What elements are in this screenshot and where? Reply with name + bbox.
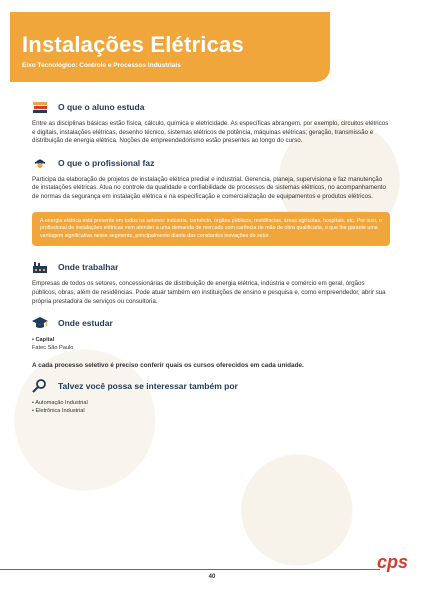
section-estuda-header bbox=[32, 100, 390, 114]
related-course-item: • Automação Industrial bbox=[32, 400, 88, 407]
section-interessar-header bbox=[32, 379, 390, 393]
footer-divider bbox=[0, 569, 380, 570]
graduation-cap-icon bbox=[32, 316, 48, 330]
related-course-item: • Eletrônica Industrial bbox=[32, 408, 85, 415]
section-estuda-title: O que o aluno estuda bbox=[58, 102, 145, 112]
capital-city: Fatec São Paulo bbox=[32, 345, 74, 352]
books-icon bbox=[32, 100, 48, 114]
section-trabalhar-text: Empresas de todos os setores, concessionárias de distribuição de energia elétrica, indústria e comércio em geral, órgãos públicos, obras, além de residências. Pode atuar também em instituições de ensino e pesquisa e, como empreendedor, abrir sua própria prestadora de serviços ou consultoria. bbox=[32, 280, 386, 305]
highlight-callout: A energia elétrica está presente em todos os setores: indústria, comércio, órgãos públicos, residências, áreas agrícolas, hospitais, etc. Por isso, o profissional de instalações elétricas vem atender a uma demanda de mercado com carência de mão de obra qualificada, o que lhe garante uma vantagem significativa nesse segmento, principalmente diante das constantes inovações do setor. bbox=[32, 212, 390, 247]
section-faz-header bbox=[32, 156, 390, 170]
worker-icon bbox=[32, 156, 48, 170]
page-title: Instalações Elétricas bbox=[22, 32, 244, 57]
factory-icon bbox=[32, 260, 48, 274]
page-number: 40 bbox=[208, 574, 216, 580]
main-content bbox=[32, 100, 390, 425]
section-estudar-title: Onde estudar bbox=[58, 318, 113, 329]
section-estuda-text: Entre as disciplinas básicas estão física, cálculo, química e eletricidade. As específicas abrangem, por exemplo, circuitos elétricos e digitais, instalações elétricas, desenho técnico, sistemas elétricos de potência, máquinas elétricas; geração, transmissão e distribuição de energia elétrica. Noções de empreendedorismo estão presentes ao longo do curso. bbox=[32, 120, 389, 145]
page-subtitle: Eixo Tecnológico: Controle e Processos Industriais bbox=[22, 62, 181, 69]
section-faz-text: Participa da elaboração de projetos de instalação elétrica predial e industrial. Gerencia, planeja, supervisiona e faz manutenção de instalações elétricas. Atua no controle da qualidade e confiabilidade de processos de sistemas elétricos, no acompanhamento de normas da segurança em instalação elétrica e na especificação e comercialização de equipamentos e produtos elétricos. bbox=[32, 175, 386, 200]
section-estudar-header bbox=[32, 316, 390, 330]
study-locations-list bbox=[32, 336, 390, 352]
related-courses-list bbox=[32, 399, 390, 415]
section-faz-title: O que o profissional faz bbox=[58, 157, 155, 168]
section-trabalhar-title: Onde trabalhar bbox=[58, 262, 119, 273]
capital-label: • Capital bbox=[32, 337, 55, 344]
section-interessar-title: Talvez você possa se interessar também por bbox=[58, 381, 238, 392]
cps-logo: cps bbox=[376, 552, 408, 572]
magnifier-icon bbox=[32, 379, 48, 393]
selection-note: A cada processo seletivo é preciso conferir quais os cursos oferecidos em cada unidade. bbox=[32, 362, 304, 370]
section-trabalhar-header bbox=[32, 260, 390, 274]
title-banner bbox=[10, 12, 330, 82]
